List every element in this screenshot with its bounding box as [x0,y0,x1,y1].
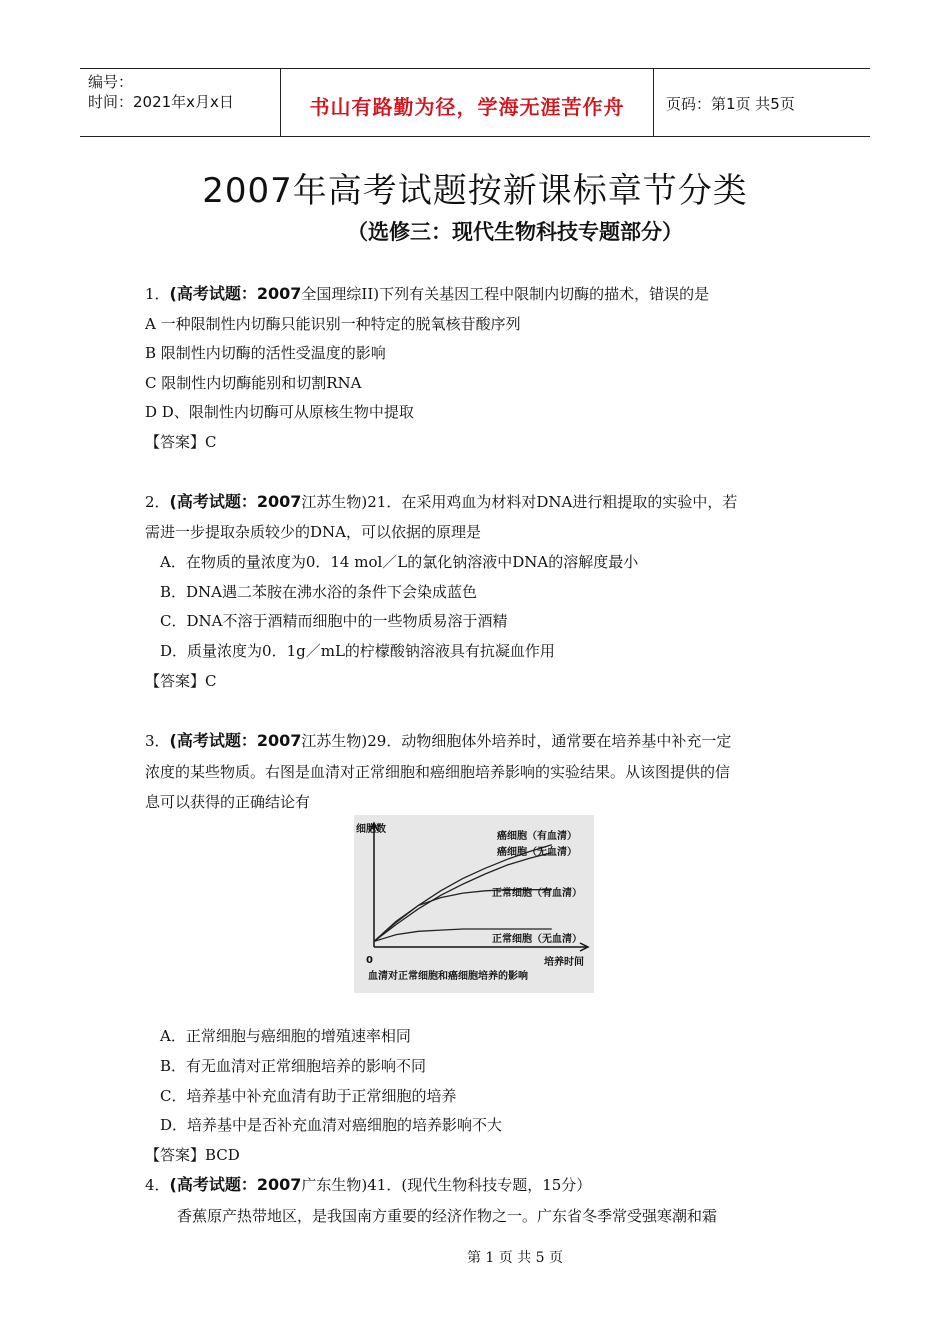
q2-option-d: D．质量浓度为0．1g／mL的柠檬酸钠溶液具有抗凝血作用 [160,642,555,660]
question-source: (高考试题：2007 [169,731,302,750]
y-axis-label: 细胞数 [356,824,386,835]
q3-option-a: A．正常细胞与癌细胞的增殖速率相同 [160,1027,411,1045]
q1-answer: 【答案】C [145,433,217,451]
legend-label-cancer-noserum: 癌细胞（无血清） [497,847,577,858]
question-2-stem [145,492,737,512]
question-3-stem [145,731,731,751]
question-number: 1． [145,285,170,303]
q2-option-a: A．在物质的量浓度为0．14 mol／L的氯化钠溶液中DNA的溶解度最小 [160,553,639,571]
page-footer: 第 1 页 共 5 页 [466,1250,564,1266]
header-page-cell [654,69,870,136]
number-label: 编号： [88,73,134,91]
page-subtitle: （选修三：现代生物科技专题部分） [347,220,683,244]
chart-caption: 血清对正常细胞和癌细胞培养的影响 [368,971,528,982]
serum-culture-chart [354,815,594,993]
question-text: 广东生物)41．(现代生物科技专题，15分） [301,1176,592,1194]
q3-option-d: D．培养基中是否补充血清对癌细胞的培养影响不大 [160,1116,503,1134]
legend-label-normal-serum: 正常细胞（有血清） [492,888,582,899]
question-number: 3． [145,732,170,750]
header-motto-cell [281,69,654,136]
q3-answer: 【答案】BCD [145,1146,240,1164]
question-source: (高考试题：2007 [169,1175,302,1194]
q2-option-c: C．DNA不溶于酒精而细胞中的一些物质易溶于酒精 [160,612,508,630]
question-4-stem [145,1175,591,1195]
legend-label-normal-noserum: 正常细胞（无血清） [492,934,582,945]
motto: 书山有路勤为径，学海无涯苦作舟 [309,95,625,119]
question-text: 全国理综II)下列有关基因工程中限制内切酶的描术，错误的是 [301,285,710,303]
q1-option-b: B 限制性内切酶的活性受温度的影响 [145,344,386,362]
q3-option-b: B．有无血清对正常细胞培养的影响不同 [160,1057,427,1075]
page-info: 页码：第1页 共5页 [666,95,795,113]
x-axis-label: 培养时间 [544,957,584,968]
time-label: 时间：2021年x月x日 [88,93,234,111]
q1-option-c: C 限制性内切酶能别和切割RNA [145,374,362,392]
header-meta-cell [80,69,281,136]
question-text: 江苏生物)21．在采用鸡血为材料对DNA进行粗提取的实验中，若 [301,493,738,511]
q3-stem-continued-1: 浓度的某些物质。右图是血清对正常细胞和癌细胞培养影响的实验结果。从该图提供的信 [145,763,731,781]
q3-option-c: C．培养基中补充血清有助于正常细胞的培养 [160,1087,457,1105]
question-number: 2． [145,493,170,511]
q2-stem-continued: 需进一步提取杂质较少的DNA，可以依据的原理是 [145,523,481,541]
q1-option-d: D D、限制性内切酶可从原核生物中提取 [145,403,414,421]
page-title: 2007年高考试题按新课标章节分类 [202,171,748,211]
origin-label: 0 [366,955,373,966]
q1-option-a: A 一种限制性内切酶只能识别一种特定的脱氧核苷酸序列 [145,315,521,333]
question-text: 江苏生物)29．动物细胞体外培养时，通常要在培养基中补充一定 [301,732,732,750]
q2-answer: 【答案】C [145,672,217,690]
question-source: (高考试题：2007 [169,492,302,511]
question-1-stem [145,284,709,304]
document-header [80,68,870,137]
question-number: 4． [145,1176,170,1194]
question-source: (高考试题：2007 [169,284,302,303]
q4-stem-continued: 香蕉原产热带地区，是我国南方重要的经济作物之一。广东省冬季常受强寒潮和霜 [177,1207,718,1225]
q2-option-b: B．DNA遇二苯胺在沸水浴的条件下会染成蓝色 [160,583,478,601]
q3-stem-continued-2: 息可以获得的正确结论有 [145,793,311,811]
legend-label-cancer-serum: 癌细胞（有血清） [497,831,577,842]
